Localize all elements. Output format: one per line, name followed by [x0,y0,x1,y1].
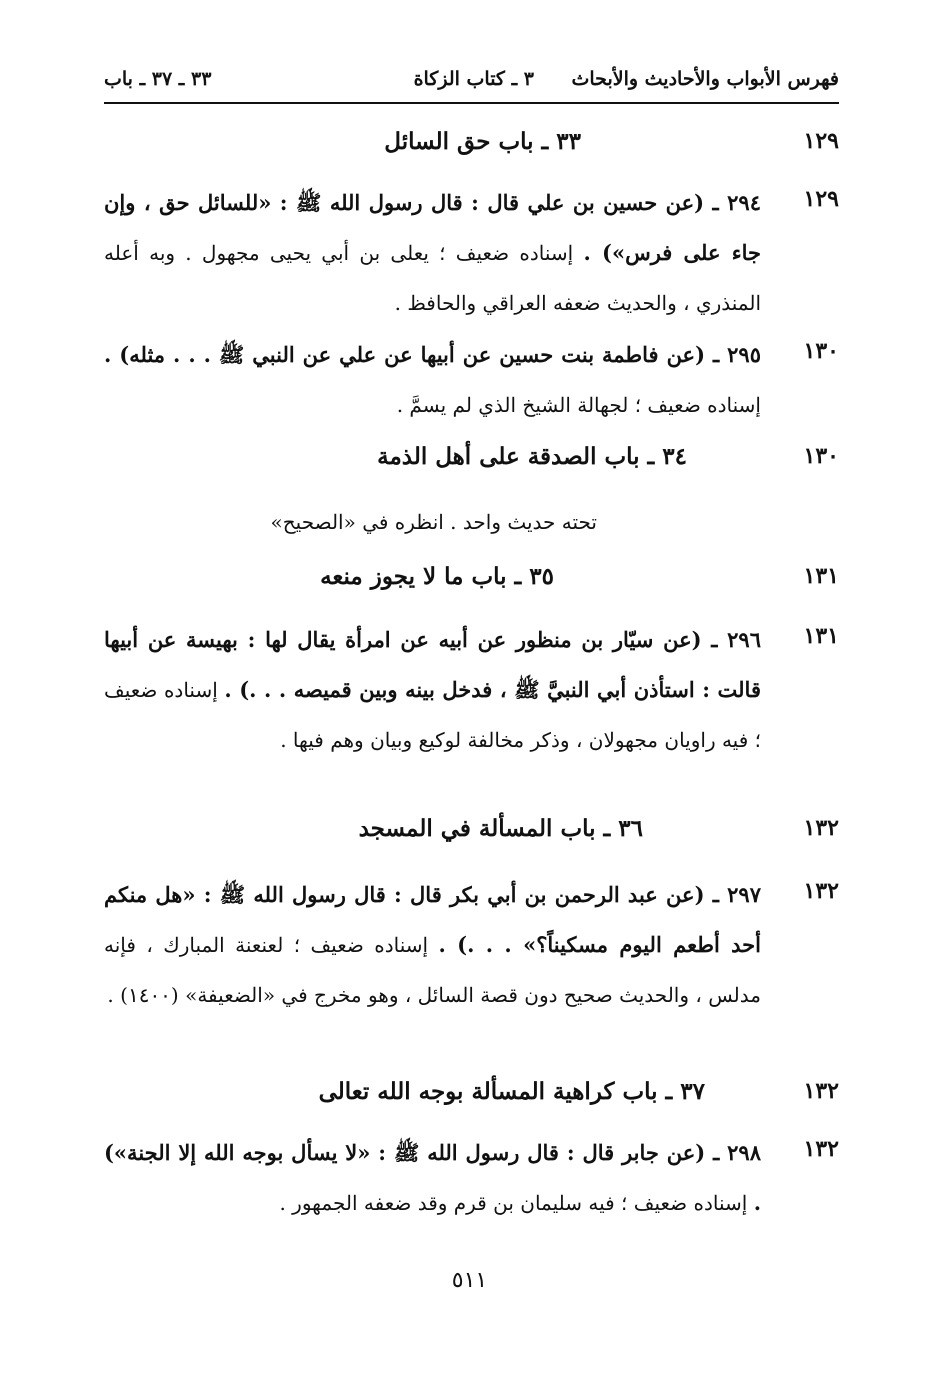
hadith-entry [104,870,839,1070]
reference-number: ١٢٩ [803,186,839,212]
header-chapter: ٣ ـ كتاب الزكاة [413,68,534,90]
hadith-quote: ٢٩٨ ـ (عن جابر قال : قال رسول الله ﷺ : «لا يسأل بوجه الله إلا الجنة») . [104,1140,761,1215]
section-heading-row [104,443,839,483]
reference-number: ١٣٢ [803,1136,839,1162]
hadith-quote: ٢٩٤ ـ (عن حسين بن علي قال : قال رسول الله ﷺ : «للسائل حق ، وإن جاء على فرس») . [104,190,761,265]
hadith-grading: إسناده ضعيف ؛ يعلى بن أبي يحيى مجهول . وبه أعله المنذري ، والحديث ضعفه العراقي والحافظ . [104,241,761,315]
section-heading: ٣٣ ـ باب حق السائل [384,128,581,155]
hadith-grading: إسناده ضعيف ؛ فيه راويان مجهولان ، وذكر مخالفة لوكيع وبيان وهم فيها . [104,678,761,752]
hadith-entry [104,330,839,430]
reference-number: ١٣٠ [803,338,839,364]
reference-number: ١٣٢ [803,878,839,904]
hadith-entry [104,178,839,328]
section-heading-row [104,1078,839,1118]
section-heading: ٣٧ ـ باب كراهية المسألة بوجه الله تعالى [318,1078,705,1105]
header-section-range: ٣٣ ـ ٣٧ ـ باب [104,68,212,90]
reference-number: ١٣١ [803,623,839,649]
section-heading: ٣٦ ـ باب المسألة في المسجد [358,815,643,842]
section-note: تحته حديث واحد . انظره في «الصحيح» [270,510,597,534]
page-number: ٥١١ [451,1268,488,1293]
hadith-quote: ٢٩٥ ـ (عن فاطمة بنت حسين عن أبيها عن علي عن النبي ﷺ . . . مثله) . [104,342,761,367]
header-book-title: فهرس الأبواب والأحاديث والأبحاث [571,68,839,90]
hadith-grading: إسناده ضعيف ؛ فيه سليمان بن قرم وقد ضعفه الجمهور . [279,1191,754,1215]
hadith-quote: ٢٩٧ ـ (عن عبد الرحمن بن أبي بكر قال : قال رسول الله ﷺ : «هل منكم أحد أطعم اليوم مسكيناً؟» . . .) . [104,882,761,957]
hadith-quote: ٢٩٦ ـ (عن سيّار بن منظور عن أبيه عن امرأة يقال لها : بهيسة عن أبيها قالت : استأذن أبي النبيَّ ﷺ ، فدخل بينه وبين قميصه . . .) . [104,627,761,702]
hadith-text [104,330,761,430]
hadith-text [104,1128,761,1228]
reference-number: ١٣١ [803,563,839,589]
hadith-grading: إسناده ضعيف ؛ لعنعنة المبارك ، فإنه مدلس ، والحديث صحيح دون قصة السائل ، وهو مخرج في «الضعيفة» (١٤٠٠) . [104,933,761,1007]
hadith-text [104,870,761,1020]
reference-number: ١٣٢ [803,815,839,841]
section-heading-row [104,128,839,168]
section-note-row [104,510,839,546]
section-heading-row [104,815,839,855]
reference-number: ١٣٢ [803,1078,839,1104]
hadith-entry [104,615,839,815]
section-heading-row [104,563,839,603]
hadith-text [104,178,761,328]
hadith-grading: إسناده ضعيف ؛ لجهالة الشيخ الذي لم يسمَّ . [396,393,761,417]
reference-number: ١٢٩ [803,128,839,154]
page-header [104,66,839,104]
hadith-entry [104,1128,839,1228]
hadith-text [104,615,761,765]
section-heading: ٣٤ ـ باب الصدقة على أهل الذمة [377,443,687,470]
section-heading: ٣٥ ـ باب ما لا يجوز منعه [320,563,554,590]
reference-number: ١٣٠ [803,443,839,469]
